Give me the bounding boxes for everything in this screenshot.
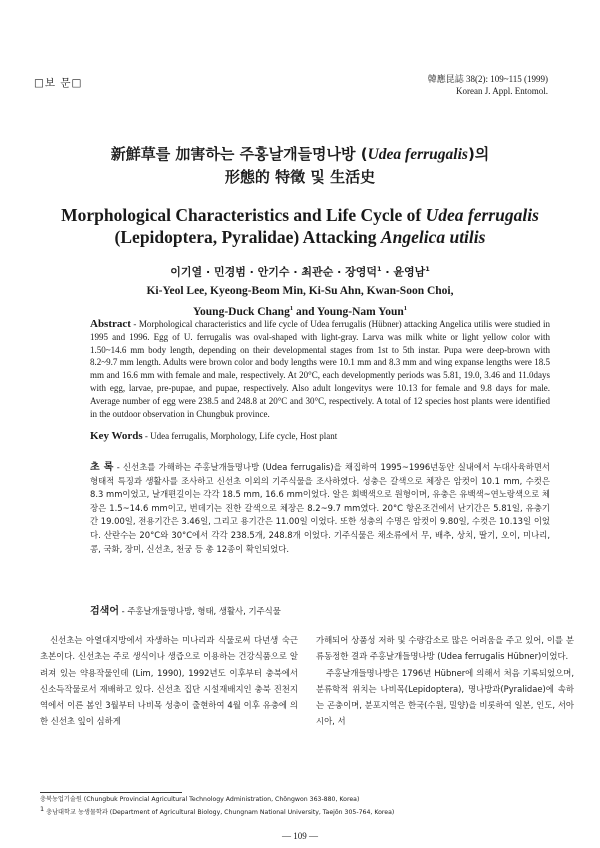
korean-abstract bbox=[90, 461, 550, 556]
footnote-affiliation-main: 충북농업기술원 (Chungbuk Provincial Agricultural Technology Administration, Chŏngwon 363-880, Korea) bbox=[40, 796, 360, 803]
body-paragraph: 주홍날개들명나방은 1796년 Hübner에 의해서 처음 기록되었으며, 분류학적 위치는 나비목(Lepidoptera), 명나방과(Pyralidae)에 속하는 곤충이며, 분포지역은 한국(수원, 밀양)을 비롯하여 일본, 인도, 서아시아, 서 bbox=[316, 667, 574, 727]
journal-citation-line2: Korean J. Appl. Entomol. bbox=[456, 86, 548, 96]
affiliation-mark: 1 bbox=[403, 304, 407, 312]
affiliation-mark: 1 bbox=[376, 265, 382, 273]
korean-title-part2: )의 bbox=[467, 145, 490, 163]
author-list bbox=[0, 260, 600, 320]
body-paragraph: 가해되어 상품성 저하 및 수량감소로 많은 어려움을 주고 있어, 이를 분류동정한 결과 주홍날개들명나방 (Udea ferrugalis Hübner)이었다. bbox=[316, 635, 574, 662]
english-title-species: Udea ferrugalis bbox=[425, 205, 539, 225]
korean-keywords bbox=[90, 602, 550, 617]
footnote-affiliation-1: 충남대학교 농생물학과 (Department of Agricultural Biology, Chungnam National University, Taejŏn 305-764, Korea) bbox=[44, 808, 395, 816]
keywords-label: Key Words bbox=[90, 430, 143, 442]
page-number: — 109 — bbox=[282, 831, 318, 841]
korean-title-species: Udea ferrugalis bbox=[367, 146, 468, 163]
authors-korean: 이기열 · 민경범 · 안기수 · 최관순 · 장영덕 bbox=[170, 265, 377, 279]
affiliation-mark: 1 bbox=[289, 304, 294, 312]
footnote-mark: 1 bbox=[40, 804, 45, 813]
english-title-part2: (Lepidoptera, Pyralidae) Attacking bbox=[114, 227, 381, 247]
english-abstract bbox=[90, 318, 550, 420]
abstract-label: Abstract bbox=[90, 318, 131, 330]
korean-title bbox=[0, 143, 600, 188]
footnotes bbox=[40, 795, 560, 817]
footnote-divider bbox=[40, 792, 182, 793]
english-title-host: Angelica utilis bbox=[380, 227, 486, 247]
english-title-part1: Morphological Characteristics and Life Cycle of bbox=[61, 205, 426, 225]
korean-title-part1: 新鮮草를 加害하는 주홍날개들명나방 ( bbox=[110, 145, 368, 163]
journal-citation bbox=[428, 73, 548, 97]
authors-english-line2a: Young-Duck Chang bbox=[193, 305, 290, 318]
keywords-text: - Udea ferrugalis, Morphology, Life cycle, Host plant bbox=[142, 431, 338, 441]
korean-title-line2: 形態的 特徵 및 生活史 bbox=[224, 168, 376, 186]
section-label: □보 문□ bbox=[34, 77, 83, 89]
body-column-left bbox=[40, 632, 298, 730]
authors-english-line1: Ki-Yeol Lee, Kyeong-Beom Min, Ki-Su Ahn, Kwan-Soon Choi, bbox=[146, 284, 454, 297]
body-column-right bbox=[316, 632, 574, 730]
affiliation-mark: 1 bbox=[425, 265, 430, 273]
korean-keywords-text: - 주홍날개들명나방, 형태, 생활사, 기주식물 bbox=[118, 606, 281, 616]
english-title bbox=[20, 204, 580, 248]
korean-abstract-text: - 신선초를 가해하는 주홍날개들명나방 (Udea ferrugalis)을 채집하여 1995~1996년동안 실내에서 누대사육하면서 형태적 특징과 생활사를 조사하고 신선초 이외의 기주식물을 조사하였다. 성충은 갈색으로 체장은 암컷이 10.1 mm, 수컷은 8.3 mm이었고, 날개편길이는 각각 18.5 mm, 16.6 mm이었다. 알은 회백색으로 원형이며, 유충은 유백색~연노랑색으로 체장은 1.5~14.6 mm이고, 번데기는 진한 갈색으로 체장은 8.2~9.7 mm였다. 20°C 항온조건에서 난기간은 5.81일, 유충기간 19.00일, 전용기간은 3.46일, 그리고 용기간은 11.00일 이었다. 또한 성충의 수명은 암컷이 9.80일, 수컷은 10.13일 이었다. 산란수는 20°C와 30°C에서 각각 238.5개, 248.8개 이었다. 기주식물은 채소류에서 무, 배추, 상치, 딸기, 오이, 미나리, 콩, 국화, 장미, 신선초, 천궁 등 총 12종이 확인되었다. bbox=[90, 462, 550, 554]
body-paragraph: 신선초는 아열대지방에서 자생하는 미나리과 식물로써 다년생 숙근초본이다. 신선초는 주로 생식이나 생즙으로 이용하는 건강식품으로 알려져 있는 약용작물인데 (Lim, 1990), 1992년도 이후부터 충북에서 신소득작물로서 재배하고 있다. 신선초 집단 시설재배지인 충북 진천지역에서 이른 봄인 3월부터 나비목 성충이 출현하여 4월 이후 유충에 의한 신선초 잎이 심하게 bbox=[40, 635, 298, 727]
korean-abstract-label: 초 록 bbox=[90, 462, 114, 473]
english-keywords bbox=[90, 430, 550, 442]
authors-english-line2b: and Young-Nam Youn bbox=[293, 305, 404, 318]
abstract-text: - Morphological characteristics and life cycle of Udea ferrugalis (Hübner) attacking Angelica utilis were studied in 1995 and 1996. Egg of U. ferrugalis was oval-shaped with light-gray. Larva was milk white or light yellow color with 1.50~14.6 mm body length, depending on their developmental stages from 1st to 5th instar. Pupa were deep-brown with 8.2~9.7 mm length. Adults were brown color and body lengths were 10.1 mm and 8.3 mm and wing expanse lengths were 18.5 mm and 16.6 mm with female and male, respectively. At 20°C, each developmently periods was 5.81, 19.0, 3.46 and 11.0days with egg, larvae, pre-pupae, and pupae, respectively. Also adult longevitys were 10.13 for female and 9.8 days for male. Average number of egg were 238.5 and 248.8 at 20°C and 30°C, respectively. A total of 12 species host plants were identified in the outdoor observation in Chungbuk province. bbox=[90, 319, 550, 419]
korean-keywords-label: 검색어 bbox=[90, 606, 119, 617]
journal-citation-line1: 韓應昆誌 38(2): 109~115 (1999) bbox=[427, 74, 548, 84]
authors-korean-last: · 윤영남 bbox=[381, 265, 426, 279]
